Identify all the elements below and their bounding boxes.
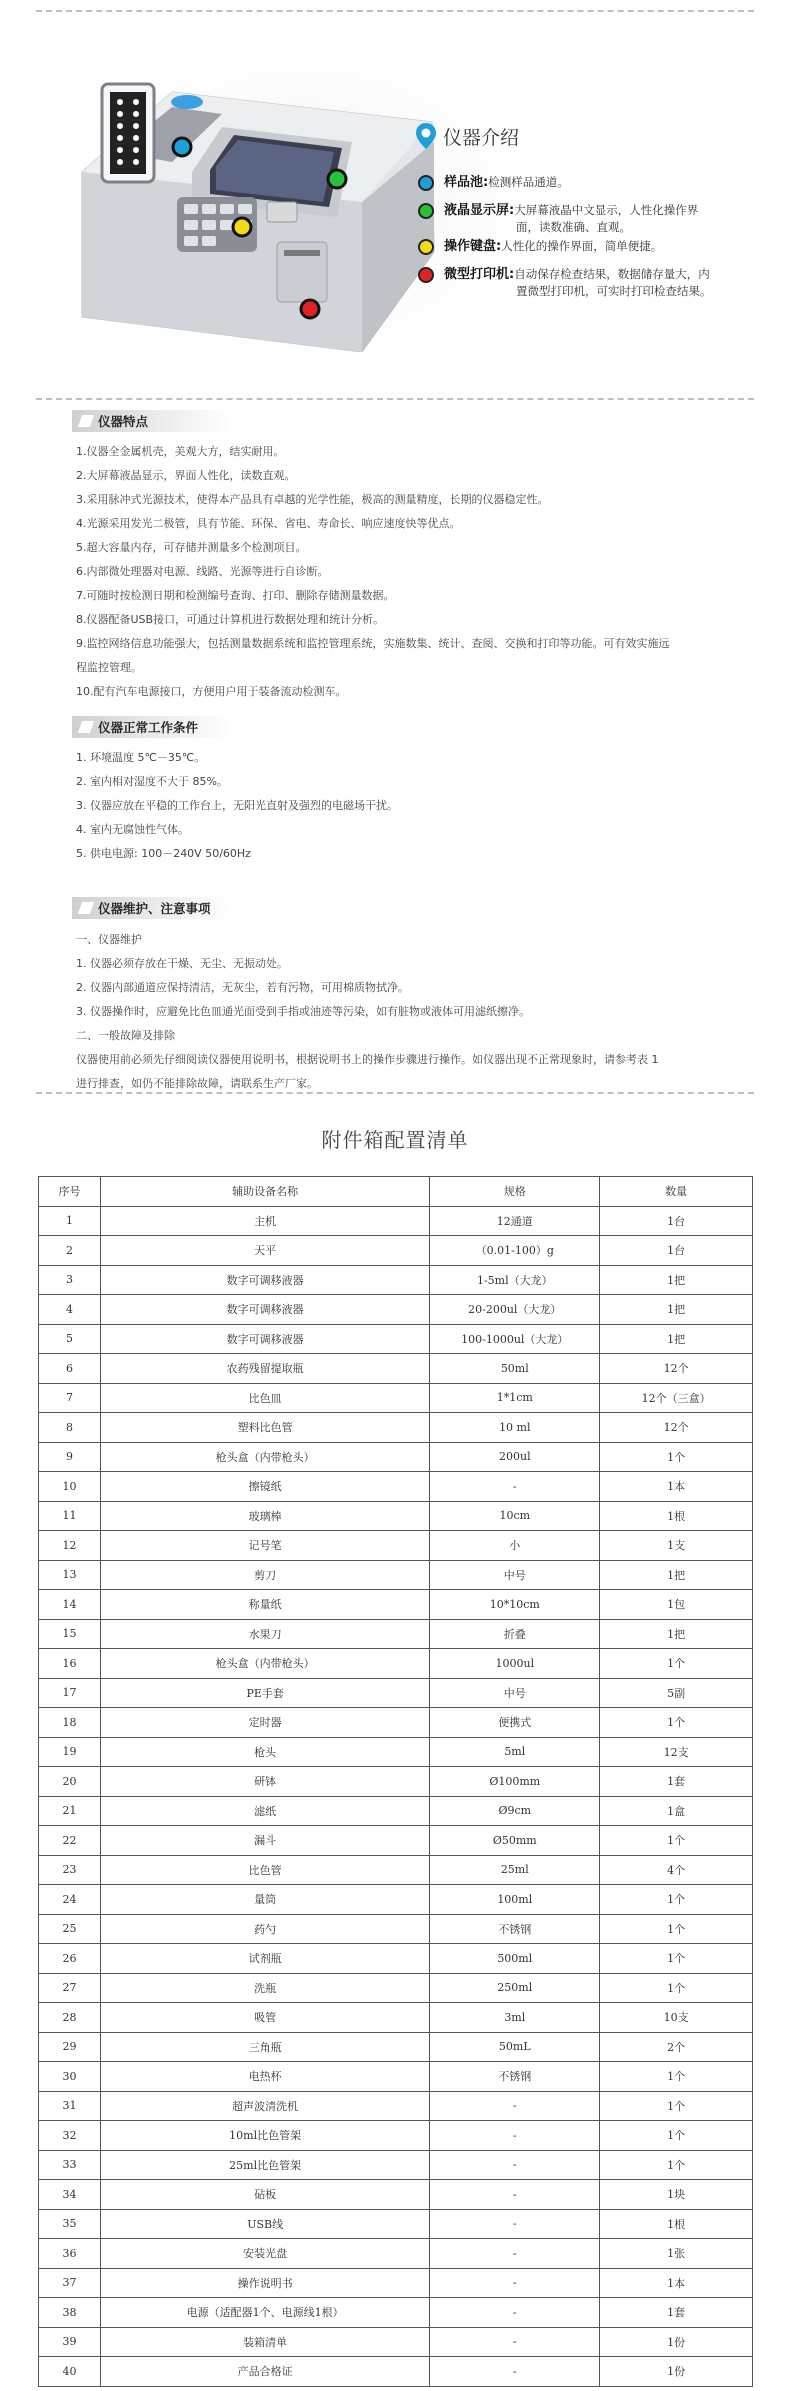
table-row bbox=[39, 2268, 753, 2298]
cell-qty: 1根 bbox=[600, 2209, 753, 2239]
cell-name: 超声波清洗机 bbox=[100, 2091, 429, 2121]
cell-spec: - bbox=[430, 2357, 600, 2387]
cell-spec: 500ml bbox=[430, 1944, 600, 1974]
table-row bbox=[39, 2239, 753, 2269]
cell-spec: 12通道 bbox=[430, 1206, 600, 1236]
cell-spec: Ø100mm bbox=[430, 1767, 600, 1797]
cell-spec: 3ml bbox=[430, 2003, 600, 2033]
cell-spec: 250ml bbox=[430, 1973, 600, 2003]
list-item: 2.大屏幕液晶显示，界面人性化，读数直观。 bbox=[76, 469, 296, 482]
cell-name: 天平 bbox=[100, 1236, 429, 1266]
feature-keypad bbox=[418, 238, 744, 255]
top-divider bbox=[36, 10, 754, 12]
feature-name: 样品池: bbox=[444, 175, 489, 190]
table-row bbox=[39, 1973, 753, 2003]
cell-name: 滤纸 bbox=[100, 1796, 429, 1826]
cell-index: 7 bbox=[39, 1383, 101, 1413]
list-item: 7.可随时按检测日期和检测编号查询、打印、删除存储测量数据。 bbox=[76, 589, 395, 602]
cell-name: 塑料比色管 bbox=[100, 1413, 429, 1443]
cell-index: 12 bbox=[39, 1531, 101, 1561]
cell-index: 30 bbox=[39, 2062, 101, 2092]
cell-qty: 12个（三盒） bbox=[600, 1383, 753, 1413]
accessory-table bbox=[38, 1176, 753, 2387]
cell-spec: - bbox=[430, 2150, 600, 2180]
feature-desc: 人性化的操作界面，简单便捷。 bbox=[501, 239, 663, 253]
cell-qty: 1个 bbox=[600, 1649, 753, 1679]
list-item: 二、一般故障及排除 bbox=[76, 1029, 175, 1042]
cell-name: 装箱清单 bbox=[100, 2327, 429, 2357]
cell-spec: 折叠 bbox=[430, 1619, 600, 1649]
table-row bbox=[39, 1324, 753, 1354]
section-divider bbox=[36, 398, 754, 400]
cell-index: 20 bbox=[39, 1767, 101, 1797]
list-item: 10.配有汽车电源接口，方便用户用于装备流动检测车。 bbox=[76, 685, 347, 698]
cell-spec: 1000ul bbox=[430, 1649, 600, 1679]
cell-name: 安装光盘 bbox=[100, 2239, 429, 2269]
list-item: 2. 室内相对湿度不大于 85%。 bbox=[76, 775, 228, 788]
table-row bbox=[39, 1767, 753, 1797]
cell-spec: 中号 bbox=[430, 1560, 600, 1590]
table-row bbox=[39, 2327, 753, 2357]
cell-index: 29 bbox=[39, 2032, 101, 2062]
green-dot-icon bbox=[418, 203, 434, 219]
cell-spec: - bbox=[430, 1472, 600, 1502]
cell-index: 8 bbox=[39, 1413, 101, 1443]
cell-qty: 12个 bbox=[600, 1354, 753, 1384]
cell-qty: 1个 bbox=[600, 2091, 753, 2121]
maintenance-list bbox=[76, 932, 736, 1092]
feature-printer bbox=[418, 266, 744, 299]
table-row bbox=[39, 1383, 753, 1413]
cell-name: 产品合格证 bbox=[100, 2357, 429, 2387]
cell-name: 数字可调移液器 bbox=[100, 1295, 429, 1325]
list-item: 仪器使用前必须先仔细阅读仪器使用说明书，根据说明书上的操作步骤进行操作。如仪器出现不正常现象时，请参考表 1 bbox=[76, 1053, 659, 1066]
cell-qty: 1把 bbox=[600, 1619, 753, 1649]
list-item: 2. 仪器内部通道应保持清洁，无灰尘，若有污物，可用棉质物拭净。 bbox=[76, 981, 409, 994]
cell-spec: 10 ml bbox=[430, 1413, 600, 1443]
header-spec: 规格 bbox=[430, 1177, 600, 1207]
cell-index: 40 bbox=[39, 2357, 101, 2387]
list-item: 进行排查，如仍不能排除故障，请联系生产厂家。 bbox=[76, 1077, 318, 1090]
table-row bbox=[39, 2032, 753, 2062]
cell-qty: 1包 bbox=[600, 1590, 753, 1620]
cell-spec: - bbox=[430, 2180, 600, 2210]
table-header-row bbox=[39, 1177, 753, 1207]
table-row bbox=[39, 1855, 753, 1885]
list-item: 5.超大容量内存，可存储并测量多个检测项目。 bbox=[76, 541, 307, 554]
list-item: 一、仪器维护 bbox=[76, 933, 142, 946]
section-title: 仪器维护、注意事项 bbox=[98, 901, 211, 916]
cell-spec: Ø9cm bbox=[430, 1796, 600, 1826]
table-row bbox=[39, 1826, 753, 1856]
cell-spec: 不锈钢 bbox=[430, 2062, 600, 2092]
cell-name: USB线 bbox=[100, 2209, 429, 2239]
cell-qty: 1块 bbox=[600, 2180, 753, 2210]
cell-index: 6 bbox=[39, 1354, 101, 1384]
cell-index: 35 bbox=[39, 2209, 101, 2239]
cell-name: 称量纸 bbox=[100, 1590, 429, 1620]
table-row bbox=[39, 1354, 753, 1384]
table-row bbox=[39, 1678, 753, 1708]
cell-index: 4 bbox=[39, 1295, 101, 1325]
cell-index: 34 bbox=[39, 2180, 101, 2210]
table-row bbox=[39, 1590, 753, 1620]
cell-qty: 1份 bbox=[600, 2327, 753, 2357]
product-hero bbox=[0, 14, 790, 394]
cell-qty: 1把 bbox=[600, 1324, 753, 1354]
table-row bbox=[39, 2209, 753, 2239]
cell-name: 记号笔 bbox=[100, 1531, 429, 1561]
header-index: 序号 bbox=[39, 1177, 101, 1207]
cell-index: 32 bbox=[39, 2121, 101, 2151]
cell-qty: 10支 bbox=[600, 2003, 753, 2033]
cell-spec: 50mL bbox=[430, 2032, 600, 2062]
cell-name: 枪头盒（内带枪头） bbox=[100, 1649, 429, 1679]
cell-name: 吸管 bbox=[100, 2003, 429, 2033]
cell-index: 14 bbox=[39, 1590, 101, 1620]
cell-name: 电热杯 bbox=[100, 2062, 429, 2092]
cell-name: 玻璃棒 bbox=[100, 1501, 429, 1531]
cell-spec: 便携式 bbox=[430, 1708, 600, 1738]
cell-qty: 1根 bbox=[600, 1501, 753, 1531]
cell-qty: 1把 bbox=[600, 1295, 753, 1325]
cell-qty: 1台 bbox=[600, 1236, 753, 1266]
cell-name: 比色皿 bbox=[100, 1383, 429, 1413]
cell-name: 枪头 bbox=[100, 1737, 429, 1767]
cell-name: 比色管 bbox=[100, 1855, 429, 1885]
table-row bbox=[39, 2150, 753, 2180]
cell-index: 13 bbox=[39, 1560, 101, 1590]
cell-qty: 1本 bbox=[600, 1472, 753, 1502]
cell-qty: 1个 bbox=[600, 1944, 753, 1974]
cell-spec: 中号 bbox=[430, 1678, 600, 1708]
table-row bbox=[39, 1501, 753, 1531]
cell-name: 10ml比色管架 bbox=[100, 2121, 429, 2151]
cell-index: 21 bbox=[39, 1796, 101, 1826]
feature-desc: 大屏幕液晶中文显示，人性化操作界 bbox=[514, 203, 699, 217]
cell-name: 定时器 bbox=[100, 1708, 429, 1738]
table-title: 附件箱配置清单 bbox=[321, 1128, 469, 1152]
feature-sample-cell bbox=[418, 174, 744, 191]
cell-spec: 100ml bbox=[430, 1885, 600, 1915]
cell-qty: 1把 bbox=[600, 1560, 753, 1590]
cell-index: 33 bbox=[39, 2150, 101, 2180]
cell-index: 1 bbox=[39, 1206, 101, 1236]
cell-spec: - bbox=[430, 2239, 600, 2269]
list-item: 1. 环境温度 5℃－35℃。 bbox=[76, 751, 206, 764]
cell-qty: 1台 bbox=[600, 1206, 753, 1236]
cell-index: 36 bbox=[39, 2239, 101, 2269]
cell-qty: 1个 bbox=[600, 2062, 753, 2092]
cell-index: 3 bbox=[39, 1265, 101, 1295]
table-row bbox=[39, 1472, 753, 1502]
list-item: 3.采用脉冲式光源技术，使得本产品具有卓越的光学性能，极高的测量精度，长期的仪器稳定性。 bbox=[76, 493, 549, 506]
intro-title: 仪器介绍 bbox=[443, 126, 520, 149]
cell-qty: 1把 bbox=[600, 1265, 753, 1295]
table-row bbox=[39, 1413, 753, 1443]
feature-desc: 检测样品通道。 bbox=[488, 175, 569, 189]
features-list bbox=[76, 444, 736, 700]
table-row bbox=[39, 1236, 753, 1266]
instrument-image bbox=[62, 52, 452, 352]
cell-index: 24 bbox=[39, 1885, 101, 1915]
cell-index: 28 bbox=[39, 2003, 101, 2033]
cell-index: 22 bbox=[39, 1826, 101, 1856]
cell-qty: 1个 bbox=[600, 2150, 753, 2180]
cell-qty: 1套 bbox=[600, 2298, 753, 2328]
cell-name: 擦镜纸 bbox=[100, 1472, 429, 1502]
table-row bbox=[39, 1944, 753, 1974]
section-title: 仪器特点 bbox=[98, 414, 149, 429]
list-item: 3. 仪器应放在平稳的工作台上，无阳光直射及强烈的电磁场干扰。 bbox=[76, 799, 398, 812]
maintenance-section-header bbox=[72, 897, 232, 919]
table-body bbox=[39, 1206, 753, 2386]
section-divider bbox=[36, 1092, 754, 1094]
cell-index: 39 bbox=[39, 2327, 101, 2357]
list-item: 4.光源采用发光二极管，具有节能、环保、省电、寿命长、响应速度快等优点。 bbox=[76, 517, 461, 530]
cell-qty: 1本 bbox=[600, 2268, 753, 2298]
cell-qty: 1支 bbox=[600, 1531, 753, 1561]
cell-spec: 200ul bbox=[430, 1442, 600, 1472]
cell-name: 洗瓶 bbox=[100, 1973, 429, 2003]
table-row bbox=[39, 2121, 753, 2151]
table-row bbox=[39, 1442, 753, 1472]
table-row bbox=[39, 1737, 753, 1767]
cell-spec: 10cm bbox=[430, 1501, 600, 1531]
cell-index: 25 bbox=[39, 1914, 101, 1944]
cell-name: 药勺 bbox=[100, 1914, 429, 1944]
list-item: 3. 仪器操作时，应避免比色皿通光面受到手指或油迹等污染，如有脏物或液体可用滤纸擦净。 bbox=[76, 1005, 530, 1018]
section-title: 仪器正常工作条件 bbox=[98, 720, 199, 735]
conditions-section-header bbox=[72, 716, 232, 738]
cell-spec: 100-1000ul（大龙） bbox=[430, 1324, 600, 1354]
cell-name: 砧板 bbox=[100, 2180, 429, 2210]
header-name: 辅助设备名称 bbox=[100, 1177, 429, 1207]
cell-index: 37 bbox=[39, 2268, 101, 2298]
table-row bbox=[39, 2357, 753, 2387]
cell-index: 23 bbox=[39, 1855, 101, 1885]
cell-name: 水果刀 bbox=[100, 1619, 429, 1649]
cell-spec: - bbox=[430, 2091, 600, 2121]
table-row bbox=[39, 2180, 753, 2210]
conditions-list bbox=[76, 750, 736, 862]
cell-index: 26 bbox=[39, 1944, 101, 1974]
cell-name: 主机 bbox=[100, 1206, 429, 1236]
cell-index: 10 bbox=[39, 1472, 101, 1502]
cell-qty: 1盒 bbox=[600, 1796, 753, 1826]
location-pin-icon bbox=[415, 122, 437, 150]
table-row bbox=[39, 1796, 753, 1826]
table-row bbox=[39, 2062, 753, 2092]
cell-index: 17 bbox=[39, 1678, 101, 1708]
cell-qty: 1张 bbox=[600, 2239, 753, 2269]
cell-qty: 1个 bbox=[600, 1885, 753, 1915]
cell-spec: - bbox=[430, 2268, 600, 2298]
blue-dot-icon bbox=[418, 175, 434, 191]
feature-desc-cont: 置微型打印机，可实时打印检查结果。 bbox=[516, 284, 712, 298]
cell-spec: - bbox=[430, 2209, 600, 2239]
feature-desc: 自动保存检查结果，数据储存量大，内 bbox=[514, 267, 710, 281]
cell-spec: 1*1cm bbox=[430, 1383, 600, 1413]
list-item: 6.内部微处理器对电源、线路、光源等进行自诊断。 bbox=[76, 565, 329, 578]
cell-spec: 小 bbox=[430, 1531, 600, 1561]
cell-name: 研钵 bbox=[100, 1767, 429, 1797]
table-row bbox=[39, 1649, 753, 1679]
cell-qty: 1个 bbox=[600, 1914, 753, 1944]
cell-index: 16 bbox=[39, 1649, 101, 1679]
cell-name: 电源（适配器1个、电源线1根） bbox=[100, 2298, 429, 2328]
cell-spec: 20-200ul（大龙） bbox=[430, 1295, 600, 1325]
cell-name: 漏斗 bbox=[100, 1826, 429, 1856]
cell-spec: 10*10cm bbox=[430, 1590, 600, 1620]
feature-desc-cont: 面，读数准确、直观。 bbox=[516, 220, 631, 234]
cell-index: 38 bbox=[39, 2298, 101, 2328]
cell-spec: - bbox=[430, 2327, 600, 2357]
cell-index: 11 bbox=[39, 1501, 101, 1531]
feature-lcd bbox=[418, 202, 744, 235]
list-item: 1. 仪器必须存放在干燥、无尘、无振动处。 bbox=[76, 957, 288, 970]
table-row bbox=[39, 1295, 753, 1325]
cell-qty: 12个 bbox=[600, 1413, 753, 1443]
cell-index: 31 bbox=[39, 2091, 101, 2121]
cell-name: 数字可调移液器 bbox=[100, 1324, 429, 1354]
cell-index: 9 bbox=[39, 1442, 101, 1472]
cell-index: 15 bbox=[39, 1619, 101, 1649]
cell-index: 2 bbox=[39, 1236, 101, 1266]
cell-index: 19 bbox=[39, 1737, 101, 1767]
cell-name: PE手套 bbox=[100, 1678, 429, 1708]
cell-name: 操作说明书 bbox=[100, 2268, 429, 2298]
cell-qty: 2个 bbox=[600, 2032, 753, 2062]
cell-spec: Ø50mm bbox=[430, 1826, 600, 1856]
cell-name: 农药残留提取瓶 bbox=[100, 1354, 429, 1384]
table-row bbox=[39, 2091, 753, 2121]
cell-name: 量筒 bbox=[100, 1885, 429, 1915]
cell-qty: 12支 bbox=[600, 1737, 753, 1767]
cell-spec: 1-5ml（大龙） bbox=[430, 1265, 600, 1295]
table-row bbox=[39, 1531, 753, 1561]
cell-index: 5 bbox=[39, 1324, 101, 1354]
cell-qty: 1套 bbox=[600, 1767, 753, 1797]
cell-spec: 不锈钢 bbox=[430, 1914, 600, 1944]
cell-qty: 1个 bbox=[600, 1708, 753, 1738]
yellow-dot-icon bbox=[418, 239, 434, 255]
header-qty: 数量 bbox=[600, 1177, 753, 1207]
cell-name: 枪头盒（内带枪头） bbox=[100, 1442, 429, 1472]
list-item: 1.仪器全金属机壳，美观大方，结实耐用。 bbox=[76, 445, 285, 458]
table-row bbox=[39, 1885, 753, 1915]
cell-spec: 5ml bbox=[430, 1737, 600, 1767]
feature-name: 操作键盘: bbox=[444, 239, 502, 254]
cell-spec: （0.01-100）g bbox=[430, 1236, 600, 1266]
features-section-header bbox=[72, 410, 232, 432]
cell-name: 数字可调移液器 bbox=[100, 1265, 429, 1295]
cell-spec: - bbox=[430, 2298, 600, 2328]
cell-qty: 1个 bbox=[600, 2121, 753, 2151]
table-row bbox=[39, 1265, 753, 1295]
cell-spec: 50ml bbox=[430, 1354, 600, 1384]
table-row bbox=[39, 1914, 753, 1944]
table-row bbox=[39, 2298, 753, 2328]
cell-name: 25ml比色管架 bbox=[100, 2150, 429, 2180]
cell-qty: 1个 bbox=[600, 1973, 753, 2003]
cell-qty: 1份 bbox=[600, 2357, 753, 2387]
list-item: 9.监控网络信息功能强大，包括测量数据系统和监控管理系统，实施数集、统计、查阅、交换和打印等功能。可有效实施远 bbox=[76, 637, 670, 650]
list-item: 4. 室内无腐蚀性气体。 bbox=[76, 823, 189, 836]
cell-qty: 1个 bbox=[600, 1826, 753, 1856]
cell-name: 三角瓶 bbox=[100, 2032, 429, 2062]
cell-qty: 4个 bbox=[600, 1855, 753, 1885]
table-row bbox=[39, 2003, 753, 2033]
intro-header bbox=[415, 122, 519, 150]
table-row bbox=[39, 1619, 753, 1649]
cell-spec: 25ml bbox=[430, 1855, 600, 1885]
list-item: 程监控管理。 bbox=[76, 661, 142, 674]
red-dot-icon bbox=[418, 267, 434, 283]
cell-qty: 5副 bbox=[600, 1678, 753, 1708]
cell-qty: 1个 bbox=[600, 1442, 753, 1472]
list-item: 8.仪器配备USB接口，可通过计算机进行数据处理和统计分析。 bbox=[76, 613, 385, 626]
cell-index: 18 bbox=[39, 1708, 101, 1738]
cell-name: 试剂瓶 bbox=[100, 1944, 429, 1974]
feature-name: 液晶显示屏: bbox=[444, 203, 515, 218]
cell-index: 27 bbox=[39, 1973, 101, 2003]
table-row bbox=[39, 1708, 753, 1738]
feature-name: 微型打印机: bbox=[444, 267, 515, 282]
table-row bbox=[39, 1560, 753, 1590]
cell-spec: - bbox=[430, 2121, 600, 2151]
cell-name: 剪刀 bbox=[100, 1560, 429, 1590]
list-item: 5. 供电电源: 100－240V 50/60Hz bbox=[76, 847, 251, 860]
table-row bbox=[39, 1206, 753, 1236]
